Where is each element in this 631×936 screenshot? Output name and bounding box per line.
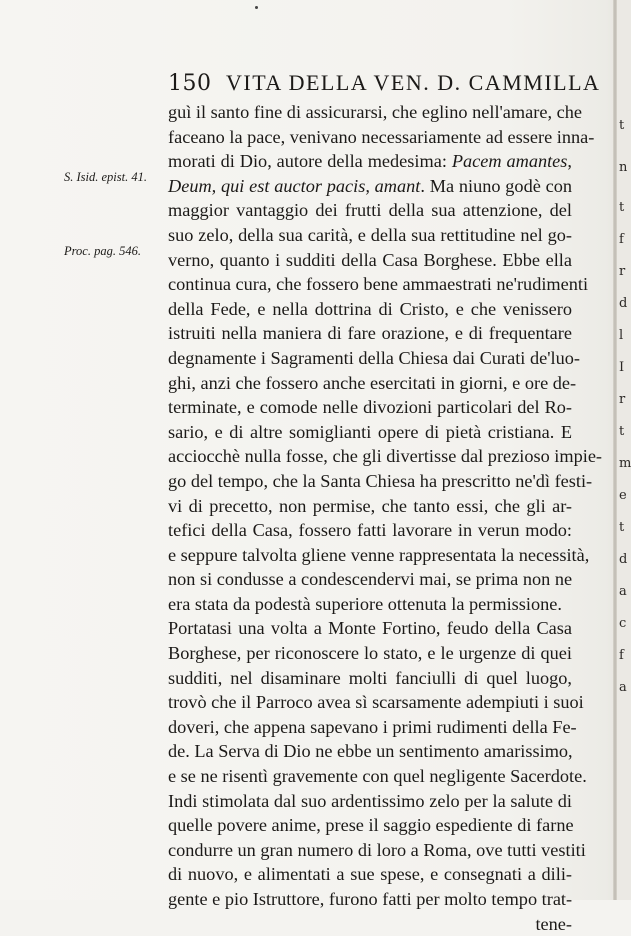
text-line: di nuovo, e alimentati a sue spese, e consegnati a dili-: [168, 864, 572, 885]
text-line: e seppure talvolta gliene venne rappresentata la necessità,: [168, 544, 590, 565]
text-line: non si condusse a condescendervi mai, se prima non ne: [168, 569, 573, 590]
text-line: degnamente i Sagramenti della Chiesa dai Curati de'luo-: [168, 347, 580, 368]
ink-speck: [255, 6, 258, 9]
text-line: faceano la pace, venivano necessariamente ad essere inna-: [168, 126, 595, 147]
facing-page-glyph: a: [619, 680, 627, 695]
facing-page-glyph: a: [619, 584, 627, 599]
text-line: Indi stimolata dal suo ardentissimo zelo per la salute di: [168, 790, 572, 811]
facing-page-glyph: d: [619, 296, 628, 311]
text-line: quelle povere anime, prese il saggio espediente di farne: [168, 815, 574, 836]
text-line: Deum, qui est auctor pacis, amant. Ma niuno godè con: [168, 175, 572, 196]
text-line: vi di precetto, non permise, che tanto essi, che gli ar-: [168, 495, 572, 516]
margin-note-proc: Proc. pag. 546.: [64, 244, 141, 258]
facing-page-glyph: t: [619, 118, 625, 133]
latin-quote: Pacem amantes: [451, 151, 568, 172]
text-line: ghi, anzi che fossero anche esercitati in giorni, e ore de-: [168, 372, 577, 393]
text-line: della Fede, e nella dottrina di Cristo, e che venissero: [168, 298, 572, 319]
facing-page-glyph: t: [619, 520, 625, 535]
text-line: maggior vantaggio dei frutti della sua attenzione, del: [168, 200, 572, 221]
text-line: sario, e di altre somiglianti opere di pietà cristiana. E: [168, 421, 572, 442]
text-line: sudditi, nel disaminare molti fanciulli di quel luogo,: [168, 667, 572, 688]
text-line: era stata da podestà superiore ottenuta la permissione.: [168, 593, 562, 614]
facing-page-glyph: f: [619, 648, 624, 663]
facing-page-glyph: d: [619, 552, 628, 567]
text-line: suo zelo, della sua carità, e della sua rettitudine nel go-: [168, 224, 572, 245]
running-title: VITA DELLA VEN. D. CAMMILLA: [226, 70, 601, 95]
facing-page-glyph: I: [619, 360, 625, 375]
facing-page-edge: [617, 0, 631, 900]
facing-page-glyph: f: [619, 232, 624, 247]
facing-page-glyph: c: [619, 616, 627, 631]
text-line: go del tempo, che la Santa Chiesa ha prescritto ne'dì festi-: [168, 470, 593, 491]
text-line: terminate, e comode nelle divozioni particolari del Ro-: [168, 397, 572, 418]
text-line: Borghese, per riconoscere lo stato, e le urgenze di quei: [168, 643, 572, 664]
body-text: [168, 100, 603, 936]
facing-page-glyph: e: [619, 488, 627, 503]
text-line: morati di Dio, autore della medesima: Pacem amantes,: [168, 151, 572, 172]
facing-page-glyph: t: [619, 424, 625, 439]
facing-page-glyph: n: [619, 160, 628, 175]
text-line: istruiti nella maniera di fare orazione, e di frequentare: [168, 323, 572, 344]
text-line: acciocchè nulla fosse, che gli divertisse dal prezioso impie-: [168, 446, 603, 467]
facing-page-glyph: m: [619, 456, 631, 471]
text-line: doveri, che appena sapevano i primi rudimenti della Fe-: [168, 716, 577, 737]
text-line: Portatasi una volta a Monte Fortino, feudo della Casa: [168, 618, 572, 639]
facing-page-glyph: t: [619, 200, 625, 215]
latin-quote: Deum, qui est auctor pacis, amant: [168, 175, 421, 196]
text-line: tefici della Casa, fossero fatti lavorare in verun modo:: [168, 520, 572, 541]
text-line: continua cura, che fossero bene ammaestrati ne'rudimenti: [168, 274, 589, 295]
facing-page-glyph: r: [619, 264, 626, 279]
text-line: trovò che il Parroco avea sì scarsamente adempiuti i suoi: [168, 692, 584, 713]
text-line: verno, quanto i sudditi della Casa Borghese. Ebbe ella: [168, 249, 572, 270]
text-line: de. La Serva di Dio ne ebbe un sentimento amarissimo,: [168, 741, 573, 762]
text-line: gente e pio Istruttore, furono fatti per molto tempo trat-: [168, 889, 573, 909]
text-line: e se ne risentì gravemente con quel negligente Sacerdote.: [168, 766, 587, 787]
catchword: tene-: [535, 913, 572, 934]
facing-page-glyph: l: [619, 328, 624, 343]
facing-page-glyph: r: [619, 392, 626, 407]
page-number: 150: [168, 71, 212, 96]
margin-note-isidore: S. Isid. epist. 41.: [64, 170, 147, 184]
text-line: condurre un gran numero di loro a Roma, ove tutti vestiti: [168, 839, 586, 860]
text-line: guì il santo fine di assicurarsi, che eglino nell'amare, che: [168, 102, 582, 122]
